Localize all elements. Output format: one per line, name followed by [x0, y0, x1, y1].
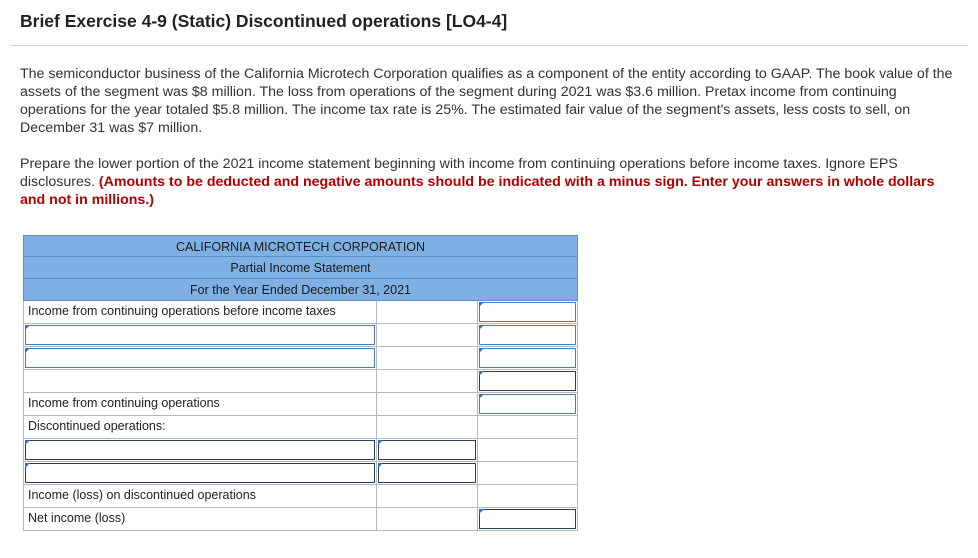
table-row	[23, 485, 578, 508]
empty-cell	[478, 439, 578, 462]
table-row	[23, 370, 578, 393]
table-row	[23, 393, 578, 416]
amount-cell	[478, 301, 578, 324]
income-continuing-amount-input[interactable]	[479, 394, 576, 414]
row4-amount-input[interactable]	[479, 371, 576, 391]
empty-cell	[377, 347, 478, 370]
table-row	[23, 508, 578, 531]
empty-cell	[377, 485, 478, 508]
amount-cell	[478, 508, 578, 531]
empty-cell	[377, 393, 478, 416]
net-income-amount-input[interactable]	[479, 509, 576, 529]
exercise-title: Brief Exercise 4-9 (Static) Discontinued operations [LO4-4]	[20, 11, 508, 31]
table-row	[23, 439, 578, 462]
amount-cell	[478, 324, 578, 347]
empty-label-cell	[23, 370, 377, 393]
label-cell	[23, 347, 377, 370]
row2-amount-input[interactable]	[479, 325, 576, 345]
table-row	[23, 416, 578, 439]
empty-cell	[377, 324, 478, 347]
row7-amount-input[interactable]	[378, 440, 476, 460]
empty-cell	[478, 416, 578, 439]
problem-paragraph: The semiconductor business of the California Microtech Corporation qualifies as a component of the entity according to GAAP. The book value of the assets of the segment was $8 million. The loss from operations of the segment during 2021 was $3.6 million. Pretax income from continuing operations for the year totaled $5.8 million. The income tax rate is 25%. The estimated fair value of the segment's assets, less costs to sell, on December 31 was $7 million.	[20, 66, 953, 136]
row-label: Net income (loss)	[23, 508, 377, 531]
row8-label-input[interactable]	[25, 463, 375, 483]
table-row	[23, 301, 578, 324]
empty-cell	[478, 462, 578, 485]
amount-cell	[478, 347, 578, 370]
row7-label-input[interactable]	[25, 440, 375, 460]
amount-cell	[478, 393, 578, 416]
amount-cell	[377, 462, 478, 485]
row2-label-input[interactable]	[25, 325, 375, 345]
company-name-header: CALIFORNIA MICROTECH CORPORATION	[23, 235, 578, 257]
row8-amount-input[interactable]	[378, 463, 476, 483]
empty-cell	[377, 508, 478, 531]
label-cell	[23, 324, 377, 347]
label-cell	[23, 462, 377, 485]
empty-cell	[377, 416, 478, 439]
table-row	[23, 324, 578, 347]
row-label: Discontinued operations:	[23, 416, 377, 439]
row3-label-input[interactable]	[25, 348, 375, 368]
row-label: Income from continuing operations before income taxes	[23, 301, 377, 324]
row-label: Income (loss) on discontinued operations	[23, 485, 377, 508]
income-before-taxes-amount-input[interactable]	[479, 302, 576, 322]
empty-cell	[377, 301, 478, 324]
table-row	[23, 347, 578, 370]
title-divider	[10, 45, 968, 46]
empty-cell	[478, 485, 578, 508]
label-cell	[23, 439, 377, 462]
instructions-text: Prepare the lower portion of the 2021 income statement beginning with income from continuing operations before income taxes. Ignore EPS disclosures.	[20, 156, 898, 190]
amount-cell	[377, 439, 478, 462]
instructions-paragraph	[20, 155, 960, 209]
row-label: Income from continuing operations	[23, 393, 377, 416]
table-row	[23, 462, 578, 485]
empty-cell	[377, 370, 478, 393]
income-statement-table	[23, 235, 578, 531]
instructions-note: (Amounts to be deducted and negative amounts should be indicated with a minus sign. Enter your answers in whole dollars and not in millions.)	[20, 174, 935, 208]
row3-amount-input[interactable]	[479, 348, 576, 368]
statement-period-header: For the Year Ended December 31, 2021	[23, 279, 578, 301]
statement-name-header: Partial Income Statement	[23, 257, 578, 279]
amount-cell	[478, 370, 578, 393]
